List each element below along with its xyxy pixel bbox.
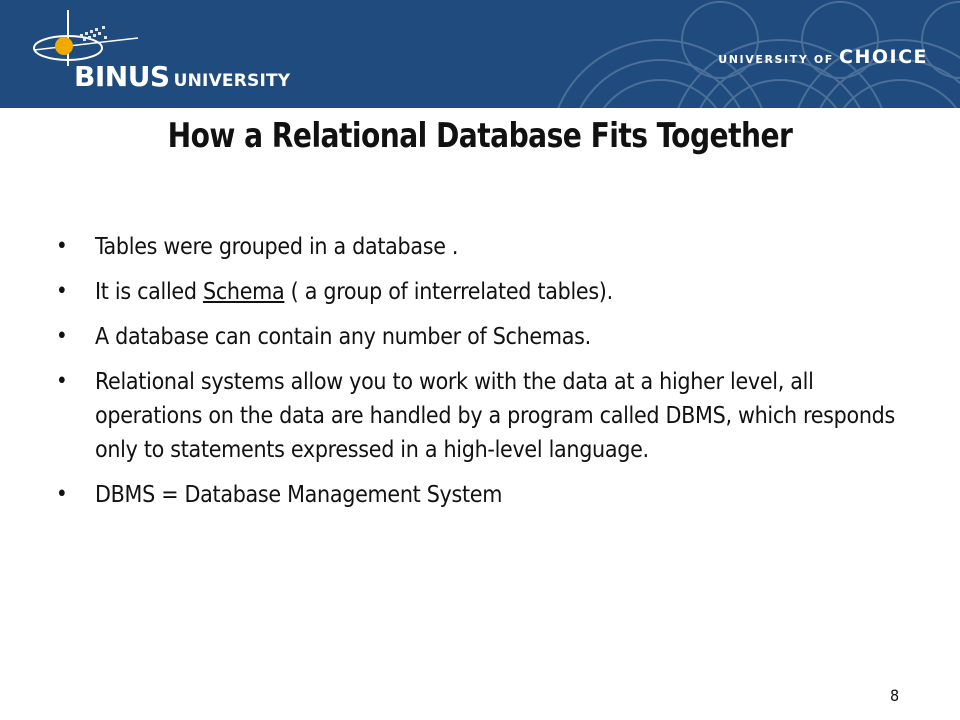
list-item — [56, 478, 916, 512]
schema-link[interactable]: Schema — [202, 279, 285, 305]
tagline — [718, 46, 928, 68]
header-banner — [0, 0, 960, 108]
bullet-icon: • — [56, 234, 68, 259]
binus-logo[interactable] — [28, 8, 308, 100]
bullet-list — [56, 230, 916, 523]
slide-title: How a Relational Database Fits Together — [167, 116, 793, 156]
bullet-icon: • — [56, 324, 68, 349]
logo-wordmark — [74, 60, 290, 93]
list-item — [56, 275, 916, 309]
logo-brand: BINUS — [74, 60, 170, 93]
bullet-text: DBMS = Database Management System — [95, 482, 503, 508]
bullet-icon: • — [56, 369, 68, 394]
tagline-emphasis: CHOICE — [839, 46, 928, 68]
logo-emblem-icon — [28, 8, 168, 68]
page-number: 8 — [890, 686, 900, 705]
bullet-icon: • — [56, 482, 68, 507]
bullet-text-after: ( a group of interrelated tables). — [284, 279, 613, 305]
list-item — [56, 320, 916, 354]
bullet-text: Tables were grouped in a database . — [95, 234, 459, 260]
bullet-text-before: It is called — [95, 279, 203, 305]
list-item — [56, 365, 916, 467]
bullet-text: A database can contain any number of Schemas. — [95, 324, 591, 350]
bullet-icon: • — [56, 279, 68, 304]
tagline-prefix: UNIVERSITY OF — [718, 53, 834, 66]
logo-suffix: UNIVERSITY — [173, 71, 291, 91]
list-item — [56, 230, 916, 264]
bullet-text: Relational systems allow you to work with the data at a higher level, all operations on the data are handled by a program called DBMS, which responds only to statements expressed in a high-level language. — [95, 369, 895, 463]
